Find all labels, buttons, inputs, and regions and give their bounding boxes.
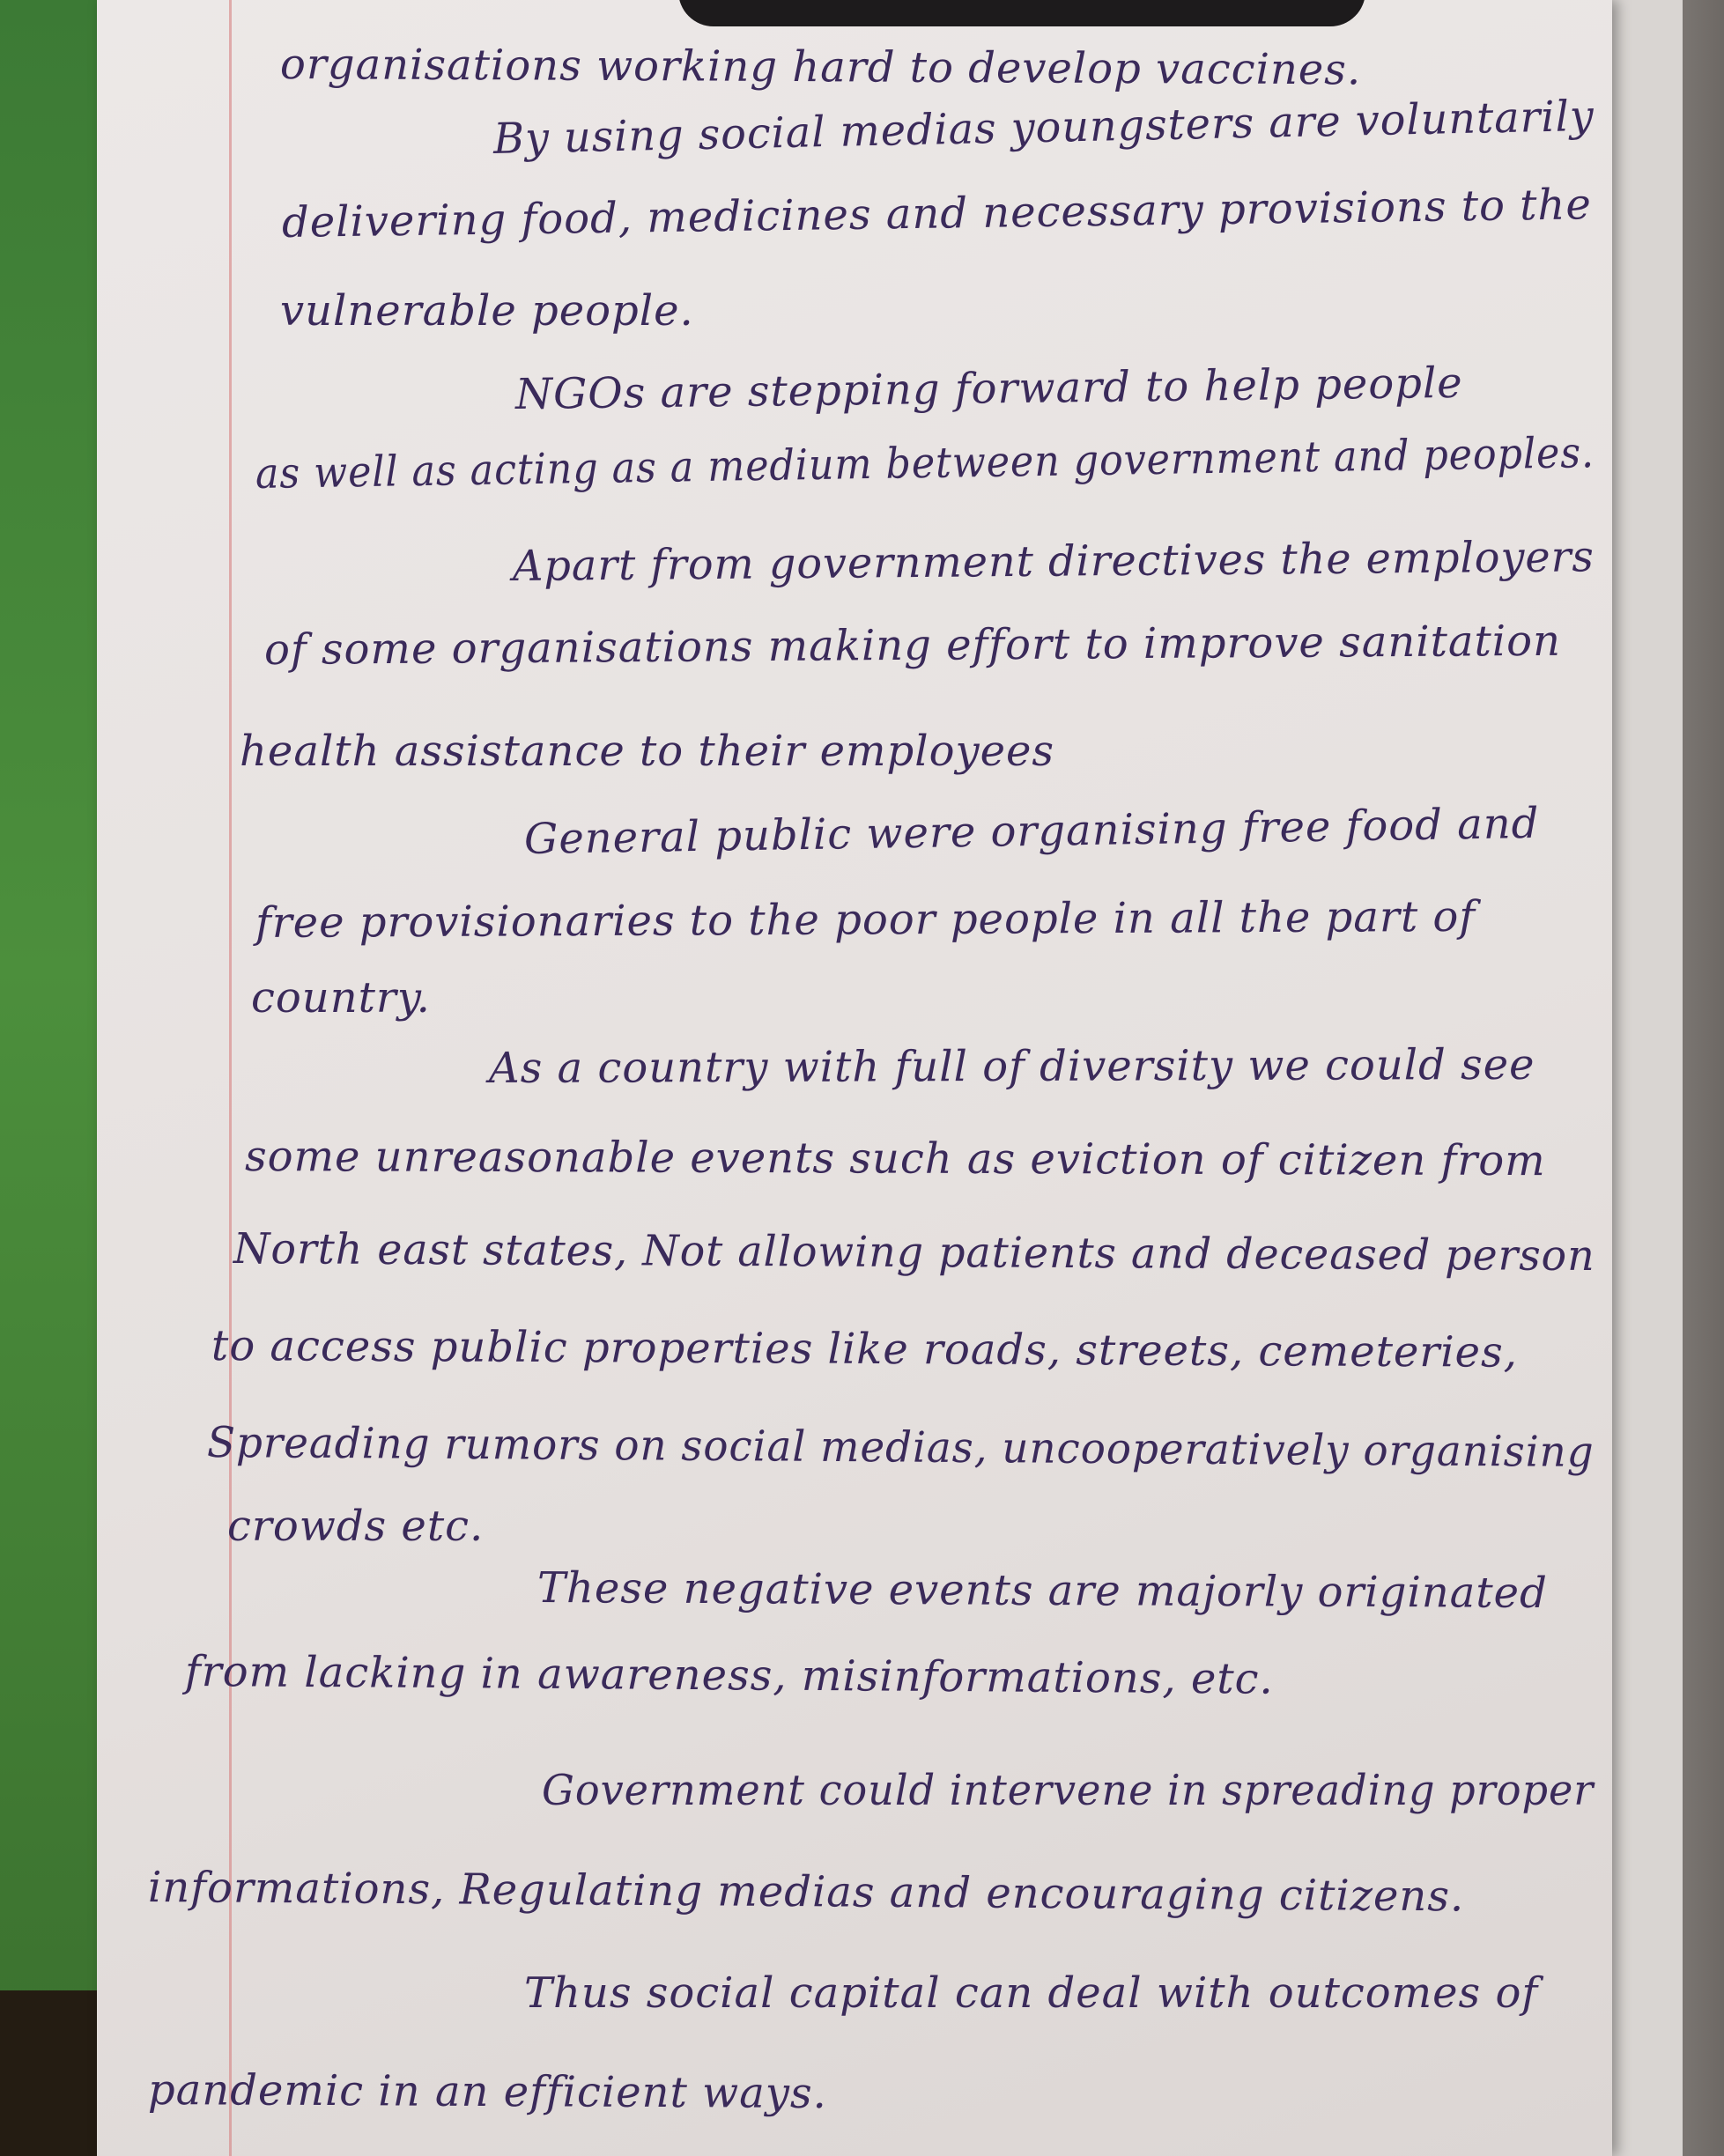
- text-line: As a country with full of diversity we could see: [488, 1039, 1535, 1093]
- text-line: as well as acting as a medium between government and peoples.: [255, 428, 1595, 498]
- text-line: country.: [251, 973, 431, 1023]
- text-line: to access public properties like roads, streets, cemeteries,: [211, 1321, 1519, 1377]
- text-line: health assistance to their employees: [240, 727, 1055, 776]
- text-line: North east states, Not allowing patients and deceased person: [233, 1224, 1595, 1281]
- text-line: from lacking in awareness, misinformations, etc.: [184, 1647, 1274, 1704]
- text-line: pandemic in an efficient ways.: [147, 2065, 827, 2119]
- text-line: free provisionaries to the poor people in all the part of: [255, 891, 1476, 948]
- text-line: Thus social capital can deal with outcomes of: [524, 1968, 1539, 2018]
- text-line: of some organisations making effort to improve sanitation: [263, 616, 1562, 675]
- text-line: NGOs are stepping forward to help people: [514, 358, 1463, 419]
- text-line: Spreading rumors on social medias, uncooperatively organising: [206, 1418, 1595, 1477]
- text-line: delivering food, medicines and necessary provisions to the: [281, 180, 1593, 247]
- text-line: vulnerable people.: [280, 286, 694, 336]
- text-line: General public were organising free food and: [523, 798, 1540, 864]
- text-line: crowds etc.: [227, 1502, 485, 1551]
- text-line: Government could intervene in spreading proper: [542, 1766, 1595, 1815]
- text-line: organisations working hard to develop vaccines.: [279, 40, 1362, 95]
- text-line: informations, Regulating medias and encouraging citizens.: [147, 1863, 1465, 1922]
- text-line: By using social medias youngsters are voluntarily: [492, 91, 1595, 164]
- text-line: some unreasonable events such as eviction of citizen from: [244, 1132, 1546, 1186]
- text-line: Apart from government directives the employers: [512, 532, 1595, 591]
- text-line: These negative events are majorly originated: [536, 1563, 1548, 1619]
